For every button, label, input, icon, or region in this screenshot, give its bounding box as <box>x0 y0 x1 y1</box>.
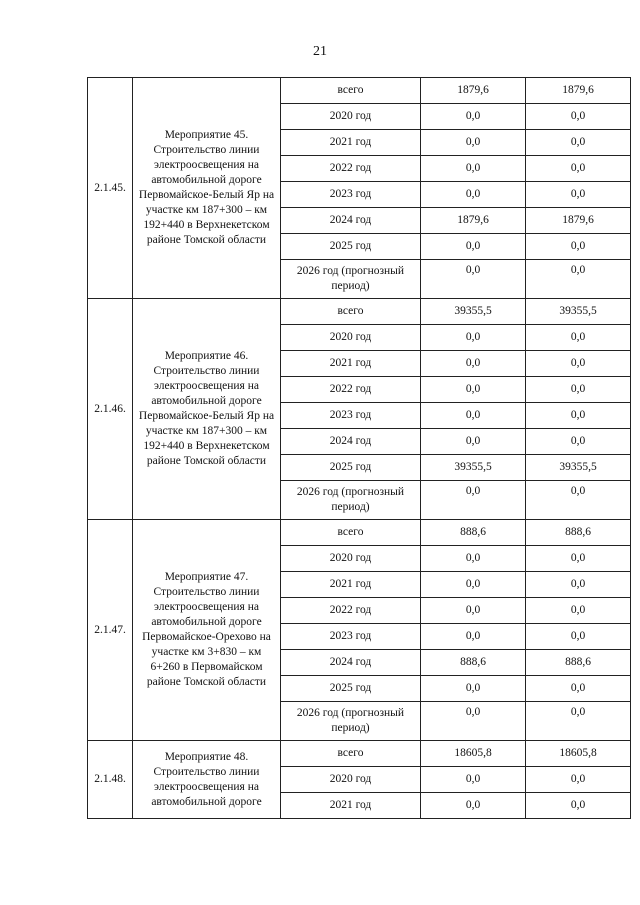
value-cell-1: 39355,5 <box>421 455 526 481</box>
measure-number: 2.1.48. <box>88 741 133 819</box>
value-cell-2: 0,0 <box>526 676 631 702</box>
value-cell-2: 0,0 <box>526 481 631 520</box>
measure-number: 2.1.45. <box>88 78 133 299</box>
value-cell-2: 0,0 <box>526 624 631 650</box>
period-cell: 2022 год <box>281 598 421 624</box>
value-cell-2: 1879,6 <box>526 208 631 234</box>
value-cell-1: 0,0 <box>421 130 526 156</box>
value-cell-1: 0,0 <box>421 234 526 260</box>
value-cell-2: 0,0 <box>526 598 631 624</box>
value-cell-2: 0,0 <box>526 702 631 741</box>
value-cell-1: 0,0 <box>421 260 526 299</box>
measure-name: Мероприятие 46. Строительство линии электроосвещения на автомобильной дороге Первомайское-Белый Яр на участке км 187+300 – км 192+440 в Верхнекетском районе Томской области <box>133 299 281 520</box>
period-cell: всего <box>281 299 421 325</box>
value-cell-1: 0,0 <box>421 104 526 130</box>
period-cell: 2021 год <box>281 793 421 819</box>
value-cell-1: 1879,6 <box>421 208 526 234</box>
value-cell-1: 0,0 <box>421 182 526 208</box>
measure-name: Мероприятие 48. Строительство линии электроосвещения на автомобильной дороге <box>133 741 281 819</box>
value-cell-1: 888,6 <box>421 520 526 546</box>
value-cell-2: 1879,6 <box>526 78 631 104</box>
value-cell-2: 0,0 <box>526 793 631 819</box>
period-cell: 2021 год <box>281 572 421 598</box>
period-cell: всего <box>281 78 421 104</box>
value-cell-2: 39355,5 <box>526 299 631 325</box>
value-cell-1: 0,0 <box>421 546 526 572</box>
value-cell-2: 0,0 <box>526 325 631 351</box>
table-row <box>88 520 631 546</box>
period-cell: 2023 год <box>281 624 421 650</box>
period-cell: 2020 год <box>281 104 421 130</box>
page-number: 21 <box>313 44 327 59</box>
period-cell: 2024 год <box>281 429 421 455</box>
value-cell-2: 0,0 <box>526 546 631 572</box>
value-cell-2: 0,0 <box>526 572 631 598</box>
period-cell: 2024 год <box>281 208 421 234</box>
value-cell-2: 0,0 <box>526 429 631 455</box>
value-cell-2: 39355,5 <box>526 455 631 481</box>
period-cell: 2026 год (прогнозный период) <box>281 260 421 299</box>
value-cell-1: 0,0 <box>421 403 526 429</box>
value-cell-1: 1879,6 <box>421 78 526 104</box>
period-cell: 2024 год <box>281 650 421 676</box>
value-cell-1: 0,0 <box>421 377 526 403</box>
measure-number: 2.1.47. <box>88 520 133 741</box>
measure-number: 2.1.46. <box>88 299 133 520</box>
value-cell-2: 0,0 <box>526 182 631 208</box>
value-cell-2: 0,0 <box>526 234 631 260</box>
value-cell-1: 0,0 <box>421 598 526 624</box>
value-cell-1: 0,0 <box>421 156 526 182</box>
value-cell-1: 0,0 <box>421 572 526 598</box>
value-cell-2: 0,0 <box>526 130 631 156</box>
table-row <box>88 741 631 767</box>
period-cell: 2022 год <box>281 377 421 403</box>
period-cell: 2025 год <box>281 676 421 702</box>
period-cell: 2020 год <box>281 325 421 351</box>
period-cell: 2020 год <box>281 546 421 572</box>
period-cell: 2026 год (прогнозный период) <box>281 702 421 741</box>
period-cell: 2025 год <box>281 234 421 260</box>
value-cell-1: 0,0 <box>421 793 526 819</box>
measure-name: Мероприятие 45. Строительство линии электроосвещения на автомобильной дороге Первомайское-Белый Яр на участке км 187+300 – км 192+440 в Верхнекетском районе Томской области <box>133 78 281 299</box>
value-cell-2: 0,0 <box>526 377 631 403</box>
value-cell-1: 0,0 <box>421 676 526 702</box>
period-cell: 2026 год (прогнозный период) <box>281 481 421 520</box>
period-cell: 2021 год <box>281 130 421 156</box>
measure-name: Мероприятие 47. Строительство линии электроосвещения на автомобильной дороге Первомайское-Орехово на участке км 3+830 – км 6+260 в Первомайском районе Томской области <box>133 520 281 741</box>
period-cell: всего <box>281 520 421 546</box>
value-cell-1: 0,0 <box>421 429 526 455</box>
table-body <box>88 78 631 819</box>
budget-table <box>87 77 631 819</box>
value-cell-2: 888,6 <box>526 650 631 676</box>
period-cell: 2022 год <box>281 156 421 182</box>
value-cell-1: 0,0 <box>421 325 526 351</box>
value-cell-1: 18605,8 <box>421 741 526 767</box>
value-cell-2: 0,0 <box>526 104 631 130</box>
value-cell-2: 0,0 <box>526 260 631 299</box>
table-row <box>88 299 631 325</box>
value-cell-2: 0,0 <box>526 156 631 182</box>
value-cell-1: 888,6 <box>421 650 526 676</box>
period-cell: 2023 год <box>281 182 421 208</box>
value-cell-1: 0,0 <box>421 767 526 793</box>
value-cell-1: 0,0 <box>421 624 526 650</box>
period-cell: 2023 год <box>281 403 421 429</box>
table-row <box>88 78 631 104</box>
value-cell-1: 0,0 <box>421 481 526 520</box>
period-cell: всего <box>281 741 421 767</box>
value-cell-2: 0,0 <box>526 403 631 429</box>
value-cell-2: 888,6 <box>526 520 631 546</box>
value-cell-2: 18605,8 <box>526 741 631 767</box>
value-cell-1: 0,0 <box>421 351 526 377</box>
value-cell-1: 39355,5 <box>421 299 526 325</box>
value-cell-2: 0,0 <box>526 351 631 377</box>
period-cell: 2025 год <box>281 455 421 481</box>
period-cell: 2020 год <box>281 767 421 793</box>
value-cell-2: 0,0 <box>526 767 631 793</box>
period-cell: 2021 год <box>281 351 421 377</box>
value-cell-1: 0,0 <box>421 702 526 741</box>
